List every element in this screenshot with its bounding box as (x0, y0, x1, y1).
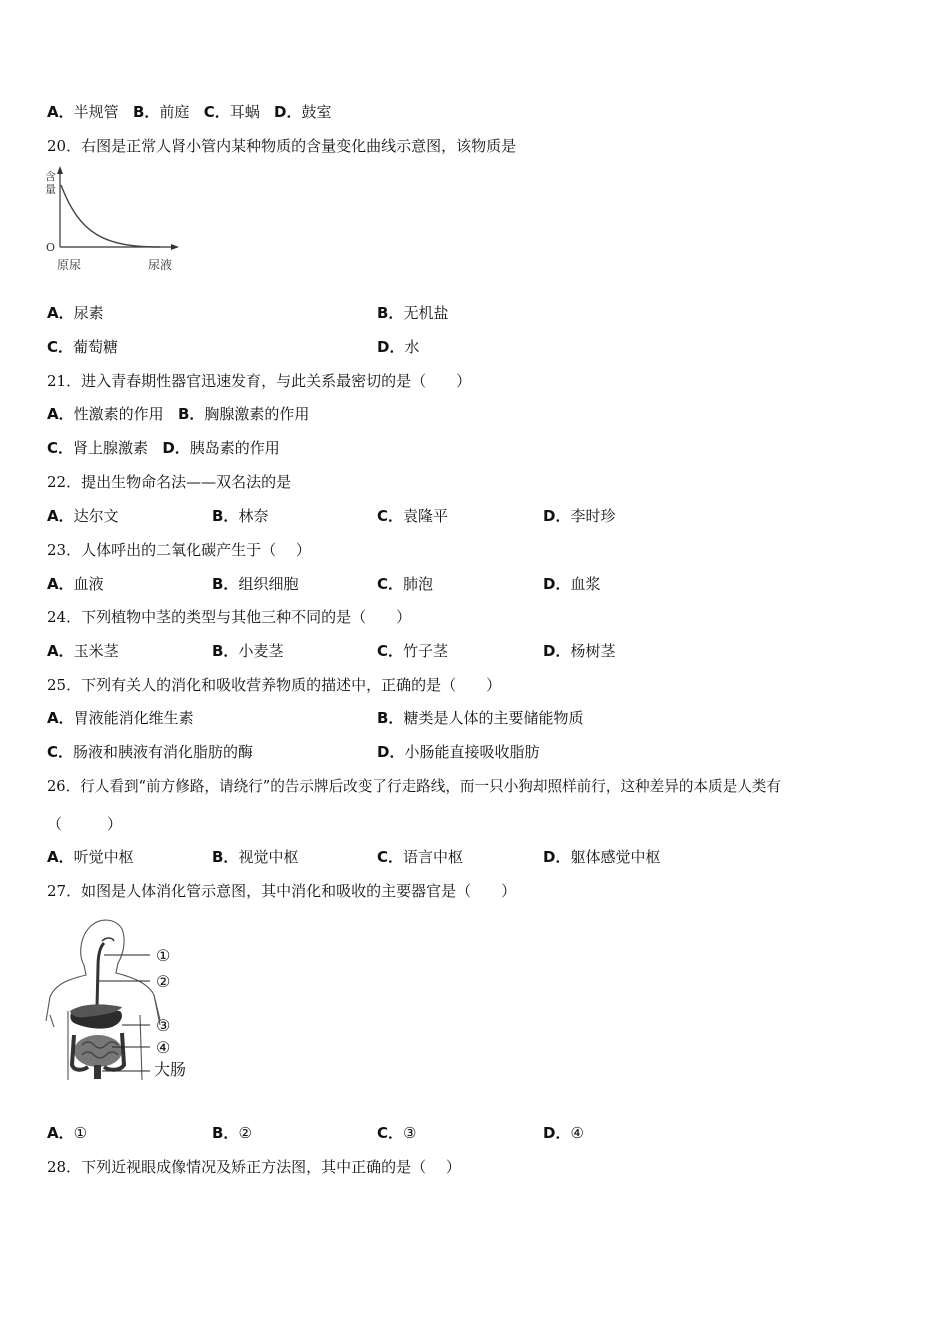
option-key: A． (47, 103, 74, 121)
x-start-label: 原尿 (57, 258, 82, 272)
q24-option-d: D．杨树茎 (543, 642, 616, 660)
label-5: 大肠 (154, 1060, 187, 1079)
origin-label: O (46, 241, 56, 254)
label-3: ③ (156, 1016, 171, 1035)
y-axis-arrow (57, 166, 63, 174)
q23-option-a: A．血液 (47, 575, 104, 593)
q21-options-row2: C．肾上腺激素 D．胰岛素的作用 (47, 439, 280, 457)
q26-stem: 26．行人看到“前方修路，请绕行”的告示牌后改变了行走路线，而一只小狗却照样前行，这种差异的本质是人类有 (47, 778, 781, 795)
q26-option-c: C．语言中枢 (377, 848, 464, 866)
option-text: 鼓室 (301, 103, 332, 121)
mouth-pharynx (102, 938, 114, 941)
x-axis-arrow (171, 244, 179, 250)
q22-stem: 22．提出生物命名法——双名法的是 (47, 473, 292, 491)
q28-stem: 28．下列近视眼成像情况及矫正方法图，其中正确的是（ ） (47, 1158, 461, 1176)
q24-option-c: C．竹子茎 (377, 642, 449, 660)
q22-option-b: B．林奈 (212, 507, 269, 525)
y-label-2: 量 (45, 183, 56, 196)
q26-option-a: A．听觉中枢 (47, 848, 134, 866)
q25-option-a: A．胃液能消化维生素 (47, 709, 194, 727)
option-key: B． (132, 103, 160, 121)
q23-option-c: C．肺泡 (377, 575, 434, 593)
q22-option-c: C．袁隆平 (377, 507, 449, 525)
q22-option-a: A．达尔文 (47, 507, 119, 525)
label-1: ① (156, 946, 171, 965)
esophagus (97, 943, 104, 1007)
q20-graph (40, 165, 190, 280)
q25-option-b: B．糖类是人体的主要储能物质 (377, 709, 584, 727)
q20-option-d: D．水 (377, 338, 420, 356)
option-text: 半规管 (73, 103, 119, 121)
q21-stem: 21．进入青春期性器官迅速发育，与此关系最密切的是（ ） (47, 372, 472, 390)
q27-option-d: D．④ (543, 1124, 584, 1142)
q24-stem: 24．下列植物中茎的类型与其他三种不同的是（ ） (47, 608, 412, 626)
label-4: ④ (156, 1038, 171, 1057)
q25-stem: 25．下列有关人的消化和吸收营养物质的描述中，正确的是（ ） (47, 676, 502, 694)
q19-options (47, 102, 332, 122)
q21-options-row1: A．性激素的作用 B．胸腺激素的作用 (47, 405, 310, 423)
content-curve (61, 185, 160, 247)
x-end-label: 尿液 (148, 258, 173, 272)
q27-option-b: B．② (212, 1124, 252, 1142)
option-key: D． (274, 103, 302, 121)
q23-option-b: B．组织细胞 (212, 575, 299, 593)
q20-option-c: C．葡萄糖 (47, 338, 119, 356)
q26-stem-blank: （ ） (47, 815, 123, 833)
q24-option-b: B．小麦茎 (212, 642, 284, 660)
q26-option-d: D．躯体感觉中枢 (543, 848, 661, 866)
q25-option-c: C．肠液和胰液有消化脂肪的酶 (47, 743, 254, 761)
q20-option-a: A．尿素 (47, 304, 104, 322)
q24-option-a: A．玉米茎 (47, 642, 119, 660)
q23-stem: 23．人体呼出的二氧化碳产生于（ ） (47, 541, 311, 559)
q27-stem: 27．如图是人体消化管示意图，其中消化和吸收的主要器官是（ ） (47, 882, 517, 900)
q22-option-d: D．李时珍 (543, 507, 616, 525)
option-text: 前庭 (159, 103, 190, 121)
option-key: C． (203, 103, 230, 121)
q23-option-d: D．血浆 (543, 575, 601, 593)
q20-option-b: B．无机盐 (377, 304, 449, 322)
label-2: ② (156, 972, 171, 991)
q27-option-c: C．③ (377, 1124, 417, 1142)
q20-stem: 20．右图是正常人肾小管内某种物质的含量变化曲线示意图，该物质是 (47, 137, 517, 155)
small-intestine (74, 1035, 122, 1067)
option-text: 耳蜗 (229, 103, 260, 121)
q26-option-b: B．视觉中枢 (212, 848, 299, 866)
q25-option-d: D．小肠能直接吸收脂肪 (377, 743, 540, 761)
digestive-tract-figure (42, 915, 202, 1085)
y-label-1: 含 (45, 170, 56, 183)
q27-option-a: A．① (47, 1124, 88, 1142)
rectum (94, 1065, 101, 1079)
